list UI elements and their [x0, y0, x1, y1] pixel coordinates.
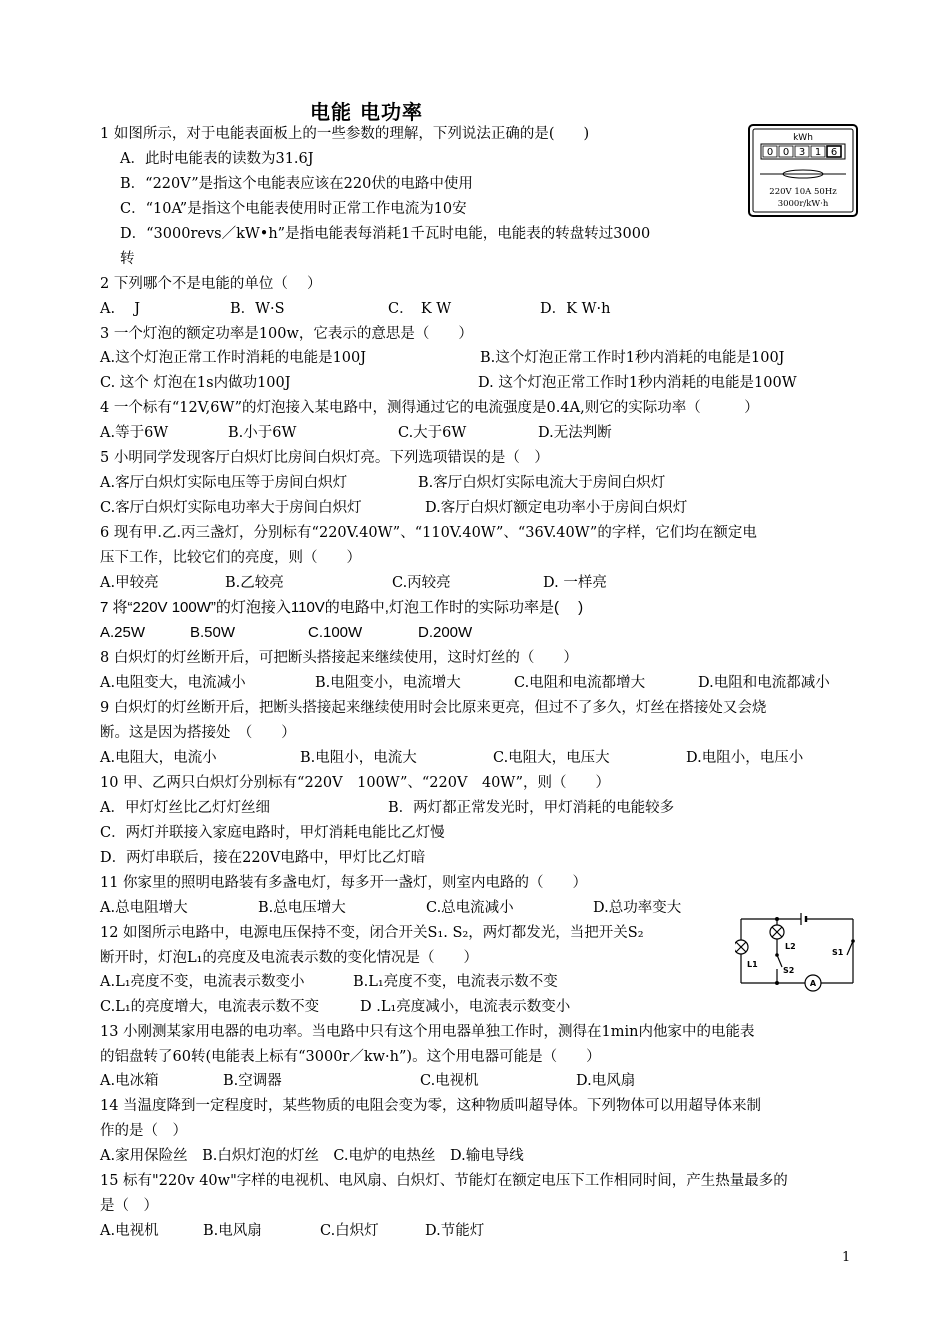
- q3-option-a: A.这个灯泡正常工作时消耗的电能是100J: [100, 350, 367, 366]
- q11-stem: 11 你家里的照明电路装有多盏电灯，每多开一盏灯，则室内电路的（ ）: [100, 875, 588, 891]
- meter-spec-line1: 220V 10A 50Hz: [769, 187, 837, 197]
- q5-option-a: A.客厅白炽灯实际电压等于房间白炽灯: [100, 475, 348, 491]
- q1-option-b: B．“220V”是指这个电能表应该在220伏的电路中使用: [120, 176, 473, 192]
- q3-option-b: B.这个灯泡正常工作时1秒内消耗的电能是100J: [480, 350, 785, 366]
- page-title: 电能 电功率: [310, 100, 423, 124]
- q10-option-d: D．两灯串联后，接在220V电路中，甲灯比乙灯暗: [100, 850, 426, 866]
- q10-option-a: A．甲灯灯丝比乙灯灯丝细: [100, 800, 270, 816]
- q9-option-b: B.电阻小，电流大: [300, 750, 417, 766]
- q1-stem: 1 如图所示，对于电能表面板上的一些参数的理解，下列说法正确的是( ): [100, 126, 590, 142]
- q3-stem: 3 一个灯泡的额定功率是100w，它表示的意思是（ ）: [100, 326, 473, 342]
- q12-option-b: B.L₁亮度不变，电流表示数不变: [353, 974, 558, 990]
- q14-stem-line1: 14 当温度降到一定程度时，某些物质的电阻会变为零，这种物质叫超导体。下列物体可以用超导体来制: [100, 1098, 762, 1114]
- q11-option-a: A.总电阻增大: [100, 900, 188, 916]
- q10-stem: 10 甲、乙两只白炽灯分别标有“220V 100W”、“220V 40W”，则（ ）: [100, 775, 610, 791]
- q13-option-b: B.空调器: [223, 1073, 282, 1089]
- q1-option-c: C．“10A”是指这个电能表使用时正常工作电流为10安: [120, 201, 467, 217]
- q3-option-c: C. 这个 灯泡在1s内做功100J: [100, 375, 291, 391]
- q6-option-a: A.甲较亮: [100, 575, 159, 591]
- q7-option-a: A.25W: [100, 624, 146, 641]
- q13-option-c: C.电视机: [420, 1073, 479, 1089]
- q9-stem-line1: 9 白炽灯的灯丝断开后，把断头搭接起来继续使用时会比原来更亮，但过不了多久，灯丝在搭接处又会烧: [100, 700, 767, 716]
- q5-stem: 5 小明同学发现客厅白炽灯比房间白炽灯亮。下列选项错误的是（ ）: [100, 450, 549, 466]
- circuit-label-l1: L1: [747, 960, 758, 969]
- q5-option-d: D.客厅白炽灯额定电功率小于房间白炽灯: [425, 500, 688, 516]
- q6-stem-line2: 压下工作，比较它们的亮度，则（ ）: [100, 550, 361, 566]
- q2-option-b: B．W·S: [230, 301, 285, 317]
- q2-stem: 2 下列哪个不是电能的单位（ ）: [100, 276, 322, 292]
- q12-stem-line2: 断开时，灯泡L₁的亮度及电流表示数的变化情况是（ ）: [100, 950, 478, 966]
- q10-option-b: B．两灯都正常发光时，甲灯消耗的电能较多: [388, 800, 675, 816]
- q4-option-a: A.等于6W: [100, 425, 169, 441]
- q8-stem: 8 白炽灯的灯丝断开后，可把断头搭接起来继续使用，这时灯丝的（ ）: [100, 650, 578, 666]
- q15-stem-line2: 是（ ）: [100, 1198, 158, 1214]
- q15-stem-line1: 15 标有"220v 40w"字样的电视机、电风扇、白炽灯、节能灯在额定电压下工作相同时间，产生热量最多的: [100, 1173, 788, 1189]
- q4-option-c: C.大于6W: [398, 425, 467, 441]
- q9-option-a: A.电阻大，电流小: [100, 750, 217, 766]
- meter-digit-4: 1: [814, 147, 822, 158]
- meter-digit-1: 0: [766, 147, 774, 158]
- q12-option-c: C.L₁的亮度增大，电流表示数不变: [100, 999, 320, 1015]
- q4-stem: 4 一个标有“12V,6W”的灯泡接入某电路中，测得通过它的电流强度是0.4A,则它的实际功率（ ）: [100, 400, 759, 416]
- q7-option-b: B.50W: [190, 624, 236, 641]
- q6-option-b: B.乙较亮: [225, 575, 284, 591]
- q13-option-a: A.电冰箱: [100, 1073, 159, 1089]
- q15-option-c: C.白炽灯: [320, 1223, 379, 1239]
- page-number: 1: [842, 1250, 851, 1265]
- circuit-label-ammeter: A: [809, 979, 817, 988]
- q11-option-c: C.总电流减小: [426, 900, 514, 916]
- q1-option-d: D．“3000revs／kW•h”是指电能表每消耗1千瓦时电能，电能表的转盘转过3000: [120, 226, 651, 242]
- q8-option-b: B.电阻变小，电流增大: [315, 675, 461, 691]
- q15-option-d: D.节能灯: [425, 1223, 485, 1239]
- q13-stem-line1: 13 小刚测某家用电器的电功率。当电路中只有这个用电器单独工作时，测得在1min内他家中的电能表: [100, 1024, 755, 1040]
- q1-option-a: A．此时电能表的读数为31.6J: [120, 151, 314, 167]
- q4-option-d: D.无法判断: [538, 425, 612, 441]
- q13-stem-line2: 的铝盘转了60转(电能表上标有“3000r／kw·h”)。这个用电器可能是（ ）: [100, 1049, 601, 1065]
- q13-option-d: D.电风扇: [576, 1073, 636, 1089]
- q10-option-c: C．两灯并联接入家庭电路时，甲灯消耗电能比乙灯慢: [100, 825, 445, 841]
- q9-option-c: C.电阻大，电压大: [493, 750, 610, 766]
- q1-option-d-cont: 转: [120, 251, 135, 267]
- electric-meter-figure: [748, 124, 858, 217]
- meter-unit-label: kWh: [793, 133, 813, 143]
- q6-stem-line1: 6 现有甲.乙.丙三盏灯，分别标有“220V.40W”、“110V.40W”、“36V.40W”的字样，它们均在额定电: [100, 525, 757, 541]
- circuit-diagram-figure: [735, 911, 857, 993]
- meter-spec-line2: 3000r/kW·h: [777, 199, 829, 209]
- q6-option-d: D. 一样亮: [543, 575, 607, 591]
- q3-option-d: D. 这个灯泡正常工作时1秒内消耗的电能是100W: [478, 375, 797, 391]
- q12-option-d: D .L₁亮度减小，电流表示数变小: [360, 999, 571, 1015]
- q7-stem: 7 将“220V 100W”的灯泡接入110V的电路中,灯泡工作时的实际功率是( ): [100, 599, 584, 616]
- q7-option-c: C.100W: [308, 624, 363, 641]
- q6-option-c: C.丙较亮: [392, 575, 451, 591]
- q8-option-c: C.电阻和电流都增大: [514, 675, 646, 691]
- circuit-label-l2: L2: [785, 942, 796, 951]
- q2-option-c: C． K W: [388, 301, 452, 317]
- q14-stem-line2: 作的是（ ）: [100, 1123, 187, 1139]
- meter-digit-5: 6: [830, 147, 838, 158]
- q11-option-d: D.总功率变大: [593, 900, 682, 916]
- q4-option-b: B.小于6W: [228, 425, 297, 441]
- q14-options: A.家用保险丝 B.白炽灯泡的灯丝 C.电炉的电热丝 D.输电导线: [100, 1148, 524, 1164]
- circuit-label-s2: S2: [783, 966, 795, 975]
- q9-stem-line2: 断。这是因为搭接处 （ ）: [100, 725, 296, 741]
- q2-option-a: A. J: [100, 301, 141, 317]
- q12-stem-line1: 12 如图所示电路中，电源电压保持不变，闭合开关S₁. S₂，两灯都发光，当把开关S₂: [100, 925, 644, 941]
- q15-option-b: B.电风扇: [203, 1223, 262, 1239]
- q7-option-d: D.200W: [418, 624, 473, 641]
- q5-option-c: C.客厅白炽灯实际电功率大于房间白炽灯: [100, 500, 362, 516]
- q11-option-b: B.总电压增大: [258, 900, 346, 916]
- meter-digit-2: 0: [782, 147, 790, 158]
- circuit-label-s1: S1: [832, 948, 844, 957]
- q9-option-d: D.电阻小，电压小: [686, 750, 804, 766]
- q5-option-b: B.客厅白炽灯实际电流大于房间白炽灯: [418, 475, 666, 491]
- q15-option-a: A.电视机: [100, 1223, 159, 1239]
- q8-option-d: D.电阻和电流都减小: [698, 675, 830, 691]
- q8-option-a: A.电阻变大，电流减小: [100, 675, 246, 691]
- q12-option-a: A.L₁亮度不变，电流表示数变小: [100, 974, 305, 990]
- meter-digit-3: 3: [798, 147, 806, 158]
- q2-option-d: D．K W·h: [540, 301, 611, 317]
